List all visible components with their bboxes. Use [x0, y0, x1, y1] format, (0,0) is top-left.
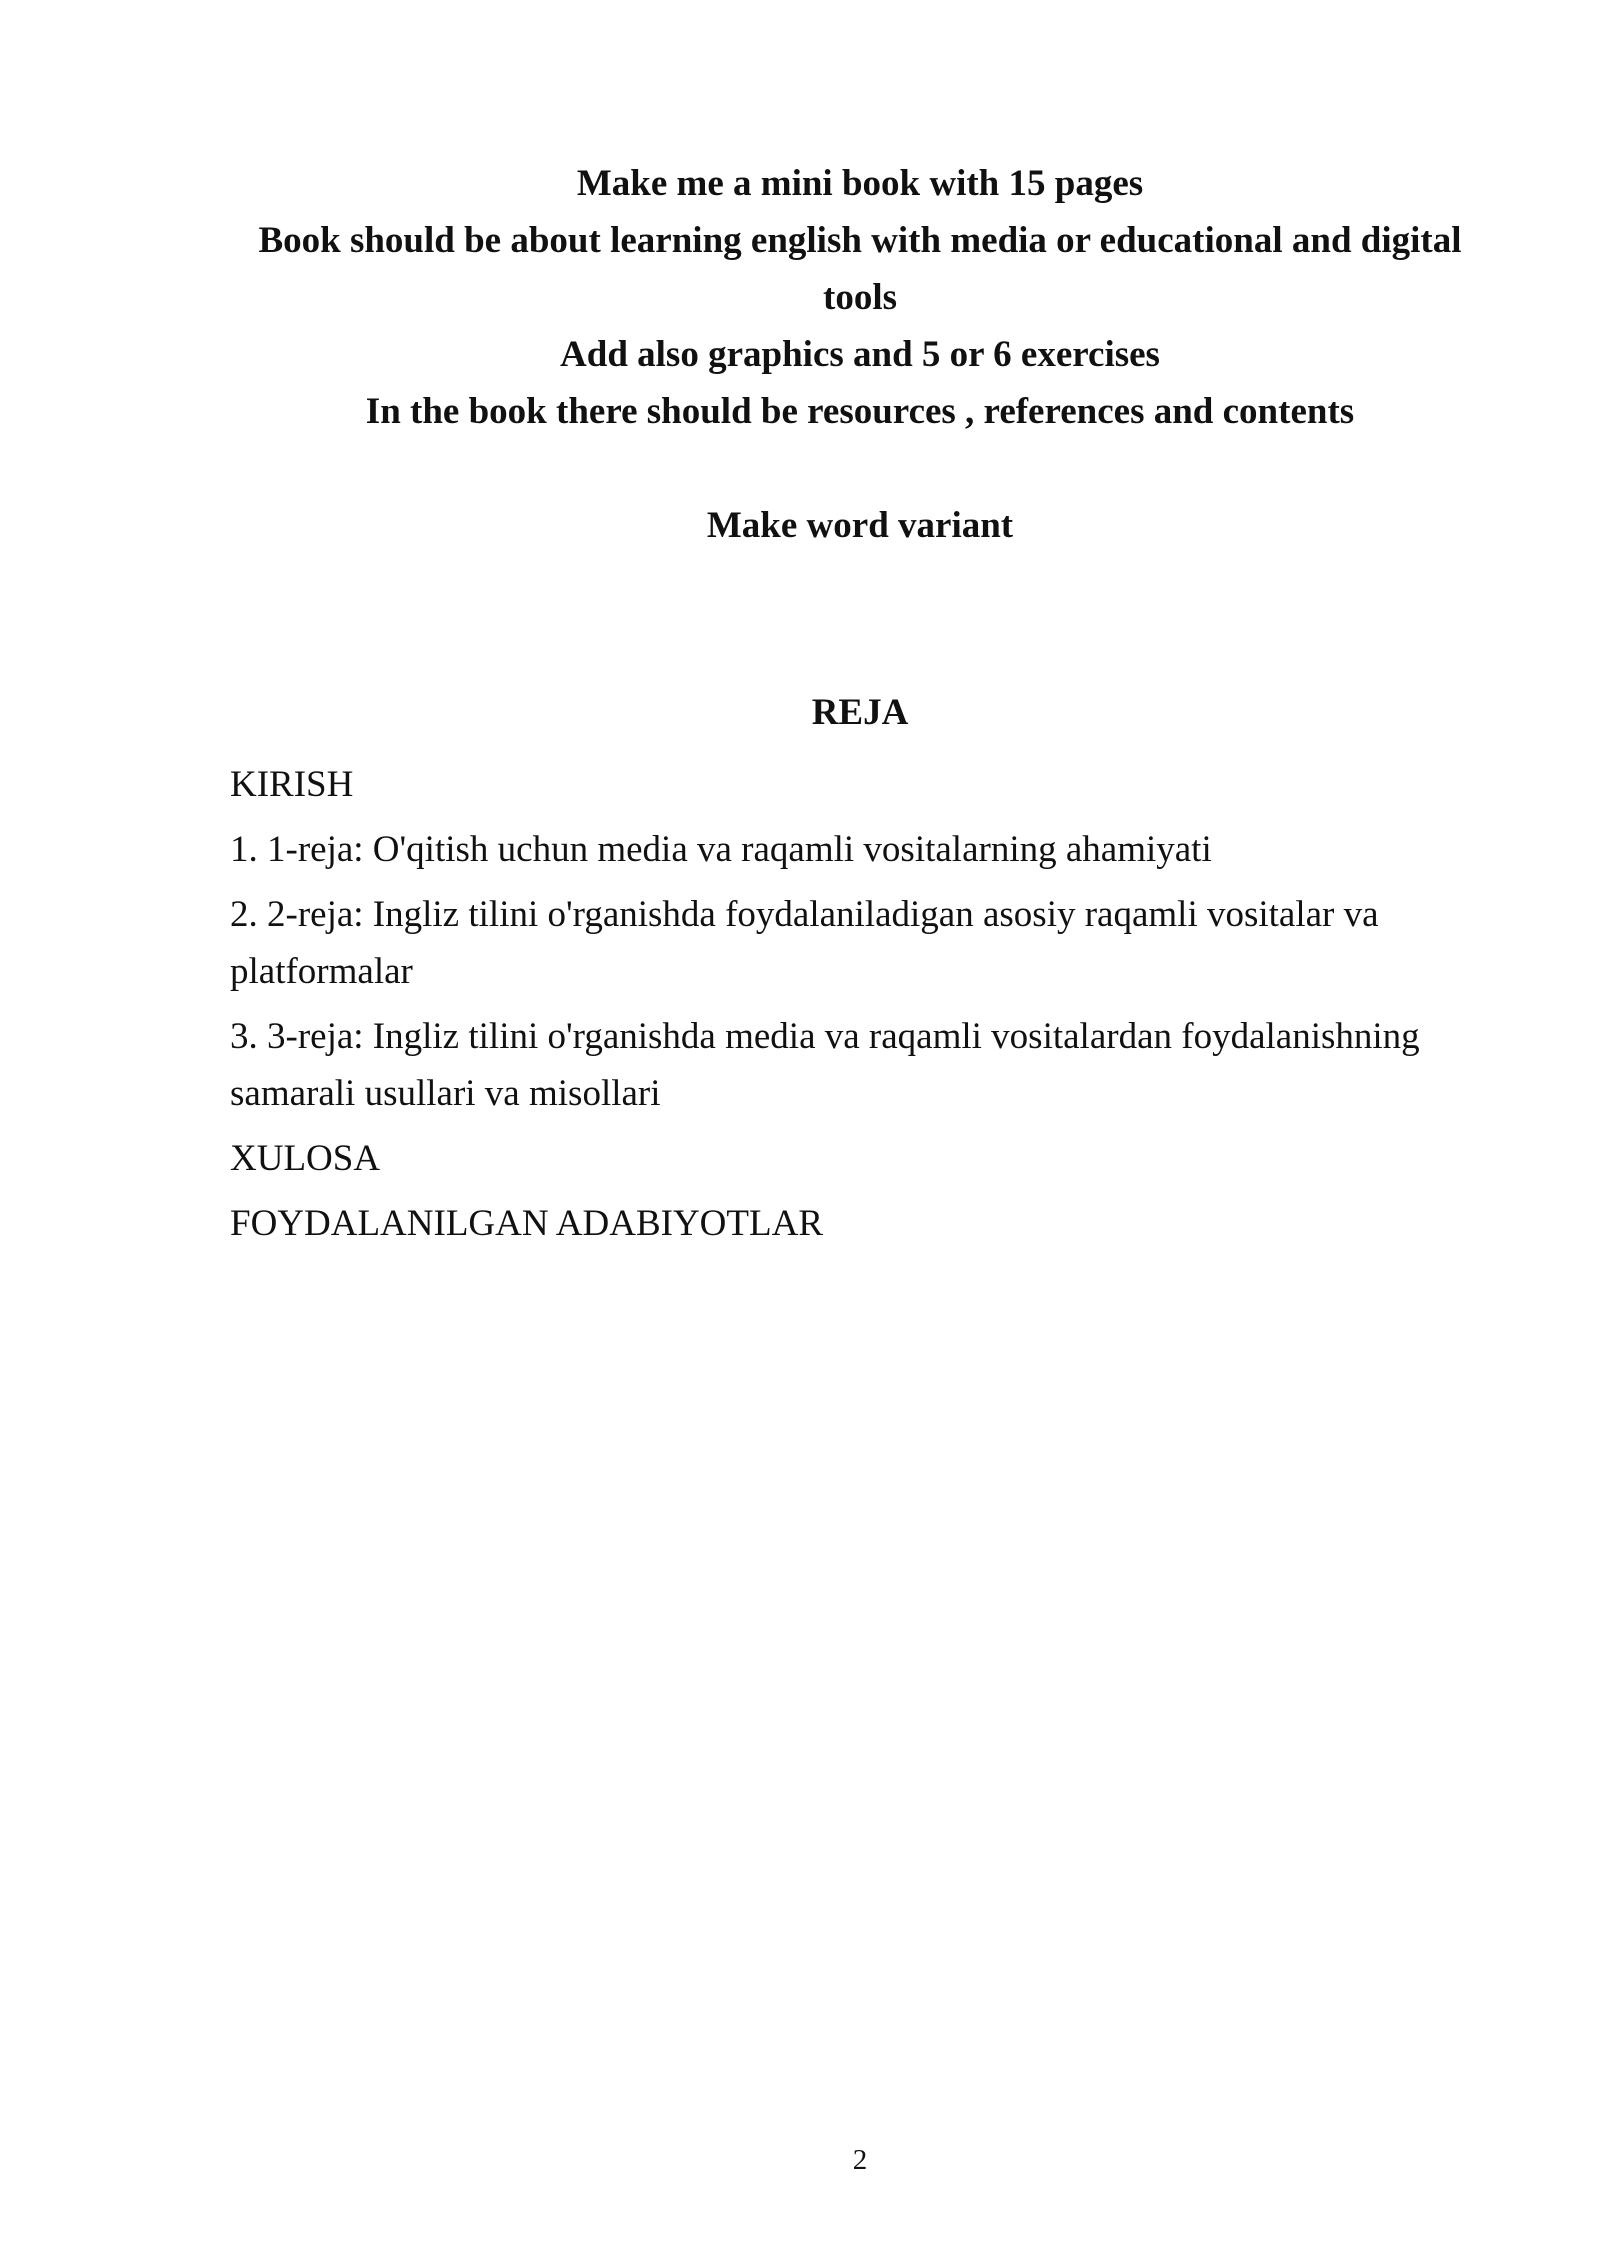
plan-title: REJA [811, 692, 909, 733]
plan-item-1: 1. 1-reja: O'qitish uchun media va raqamli vositalarning ahamiyati [230, 829, 1212, 870]
plan-item-references: FOYDALANILGAN ADABIYOTLAR [230, 1203, 823, 1244]
page-number: 2 [852, 2144, 868, 2176]
plan-item-intro: KIRISH [230, 764, 354, 805]
instruction-line: Make me a mini book with 15 pages [576, 163, 1144, 204]
plan-list [230, 756, 1470, 1260]
plan-item-2: 2. 2-reja: Ingliz tilini o'rganishda foydalaniladigan asosiy raqamli vositalar va platformalar [230, 894, 1379, 992]
plan-item-conclusion: XULOSA [230, 1138, 381, 1179]
plan-item-3: 3. 3-reja: Ingliz tilini o'rganishda media va raqamli vositalardan foydalanishning samarali usullari va misollari [230, 1016, 1420, 1114]
instruction-line: tools [823, 277, 897, 318]
word-variant-heading: Make word variant [706, 505, 1014, 546]
instruction-line: Book should be about learning english with media or educational and digital [258, 220, 1462, 261]
instruction-line: Add also graphics and 5 or 6 exercises [560, 334, 1160, 375]
instruction-line: In the book there should be resources , references and contents [365, 391, 1355, 432]
instruction-block [230, 155, 1490, 440]
